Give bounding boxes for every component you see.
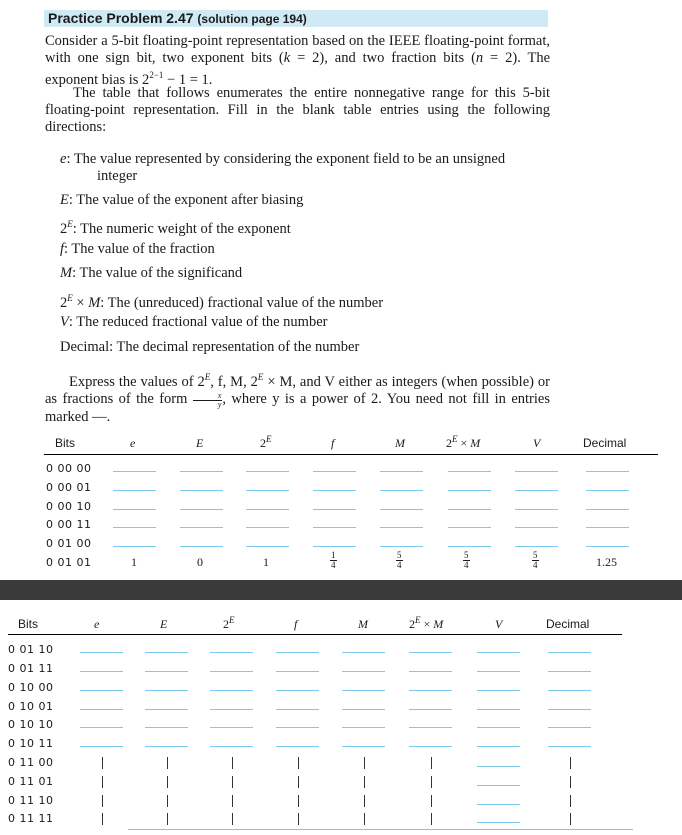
header-bits: Bits bbox=[55, 436, 76, 450]
blank-line-r8-c4[interactable] bbox=[276, 671, 319, 672]
blank-line-r7-c8[interactable] bbox=[548, 652, 591, 653]
dash-mark-r15-c8 bbox=[570, 795, 571, 807]
blank-line-r5-c1[interactable] bbox=[113, 546, 156, 547]
blank-line-r11-c1[interactable] bbox=[80, 727, 123, 728]
header-2EM-2: $2^E \times M$ bbox=[409, 615, 444, 631]
header-decimal: Decimal bbox=[583, 436, 627, 450]
dash-mark-r13-c1 bbox=[102, 757, 103, 769]
dash-mark-r14-c3 bbox=[232, 776, 233, 788]
definition-E: E: The value of the exponent after biasing bbox=[60, 192, 304, 208]
blank-line-r16-c7[interactable] bbox=[477, 822, 520, 823]
blank-line-r7-c1[interactable] bbox=[80, 652, 123, 653]
bits-row-8: 0 01 11 bbox=[8, 662, 54, 675]
dash-mark-r14-c6 bbox=[431, 776, 432, 788]
blank-line-r7-c6[interactable] bbox=[409, 652, 452, 653]
header-e: e bbox=[130, 436, 136, 450]
blank-line-r13-c7[interactable] bbox=[477, 766, 520, 767]
bits-row-15: 0 11 10 bbox=[8, 794, 54, 807]
blank-line-r9-c7[interactable] bbox=[477, 690, 520, 691]
definition-V: V: The reduced fractional value of the number bbox=[60, 314, 328, 330]
blank-line-r5-c2[interactable] bbox=[180, 546, 223, 547]
header-2EM: $2^E \times M$ bbox=[446, 434, 481, 450]
bits-row-2: 0 00 01 bbox=[46, 481, 92, 494]
dash-mark-r14-c4 bbox=[298, 776, 299, 788]
header-V: V bbox=[533, 436, 541, 450]
blank-line-r3-c4[interactable] bbox=[313, 509, 356, 510]
blank-line-r9-c2[interactable] bbox=[145, 690, 188, 691]
bits-row-6: 0 01 01 bbox=[46, 556, 92, 569]
bits-row-3: 0 00 10 bbox=[46, 500, 92, 513]
blank-line-r4-c4[interactable] bbox=[313, 527, 356, 528]
example-2E: 1 bbox=[263, 555, 269, 569]
problem-title-text: Practice Problem 2.47 bbox=[48, 10, 194, 26]
bits-row-5: 0 01 00 bbox=[46, 537, 92, 550]
example-M: $\frac{5}{4}$ bbox=[397, 550, 402, 570]
header-bits-2: Bits bbox=[18, 617, 39, 631]
blank-line-r11-c2[interactable] bbox=[145, 727, 188, 728]
blank-line-r4-c6[interactable] bbox=[448, 527, 491, 528]
blank-line-r8-c6[interactable] bbox=[409, 671, 452, 672]
blank-line-r2-c2[interactable] bbox=[180, 490, 223, 491]
blank-line-r1-c1[interactable] bbox=[113, 471, 156, 472]
blank-line-r15-c7[interactable] bbox=[477, 804, 520, 805]
blank-line-r12-c4[interactable] bbox=[276, 746, 319, 747]
dash-mark-r16-c5 bbox=[364, 813, 365, 825]
header-M: M bbox=[395, 436, 405, 450]
blank-line-r12-c1[interactable] bbox=[80, 746, 123, 747]
dash-mark-r13-c6 bbox=[431, 757, 432, 769]
blank-line-r2-c1[interactable] bbox=[113, 490, 156, 491]
blank-line-r12-c7[interactable] bbox=[477, 746, 520, 747]
dash-mark-r16-c6 bbox=[431, 813, 432, 825]
example-V: $\frac{5}{4}$ bbox=[533, 550, 538, 570]
dash-mark-r13-c2 bbox=[167, 757, 168, 769]
blank-line-r3-c8[interactable] bbox=[586, 509, 629, 510]
header-rule-top bbox=[44, 454, 658, 455]
dash-mark-r15-c1 bbox=[102, 795, 103, 807]
blank-line-r11-c8[interactable] bbox=[548, 727, 591, 728]
definition-2EM: $2^E \times M$: The (unreduced) fractional value of the number bbox=[60, 293, 384, 311]
blank-line-r9-c6[interactable] bbox=[409, 690, 452, 691]
bits-row-12: 0 10 11 bbox=[8, 737, 54, 750]
blank-line-r8-c7[interactable] bbox=[477, 671, 520, 672]
bits-row-13: 0 11 00 bbox=[8, 756, 54, 769]
blank-line-r10-c8[interactable] bbox=[548, 709, 591, 710]
intro-paragraph-1: Consider a 5-bit floating-point representation based on the IEEE floating-point format, with one sign bit, two exponent bits (k = 2), and two fraction bits (n = 2). The exponent bias is $2^{2-1} - 1 = 1$. bbox=[45, 33, 551, 88]
blank-line-r10-c3[interactable] bbox=[210, 709, 253, 710]
blank-line-r8-c1[interactable] bbox=[80, 671, 123, 672]
blank-line-r11-c4[interactable] bbox=[276, 727, 319, 728]
header-rule-bottom bbox=[8, 634, 622, 635]
blank-line-r1-c4[interactable] bbox=[313, 471, 356, 472]
definition-e: e: The value represented by considering the exponent field to be an unsigned integer bbox=[60, 151, 506, 184]
blank-line-r5-c7[interactable] bbox=[515, 546, 558, 547]
blank-line-r11-c6[interactable] bbox=[409, 727, 452, 728]
blank-line-r4-c3[interactable] bbox=[246, 527, 289, 528]
blank-line-r10-c7[interactable] bbox=[477, 709, 520, 710]
dash-mark-r14-c1 bbox=[102, 776, 103, 788]
blank-line-r11-c5[interactable] bbox=[342, 727, 385, 728]
blank-line-r9-c4[interactable] bbox=[276, 690, 319, 691]
blank-line-r3-c3[interactable] bbox=[246, 509, 289, 510]
bits-row-11: 0 10 10 bbox=[8, 718, 54, 731]
header-E-2: E bbox=[160, 617, 168, 631]
dash-mark-r13-c3 bbox=[232, 757, 233, 769]
blank-line-r8-c3[interactable] bbox=[210, 671, 253, 672]
blank-line-r2-c8[interactable] bbox=[586, 490, 629, 491]
blank-line-r12-c8[interactable] bbox=[548, 746, 591, 747]
bits-row-14: 0 11 01 bbox=[8, 775, 54, 788]
blank-line-r5-c8[interactable] bbox=[586, 546, 629, 547]
bits-row-4: 0 00 11 bbox=[46, 518, 92, 531]
blank-line-r9-c3[interactable] bbox=[210, 690, 253, 691]
header-decimal-2: Decimal bbox=[546, 617, 590, 631]
header-2E: $2^E$ bbox=[260, 434, 272, 450]
blank-line-r5-c5[interactable] bbox=[380, 546, 423, 547]
blank-line-r4-c7[interactable] bbox=[515, 527, 558, 528]
blank-line-r1-c7[interactable] bbox=[515, 471, 558, 472]
header-f: f bbox=[331, 436, 335, 450]
solution-ref: (solution page 194) bbox=[197, 12, 307, 26]
example-e: 1 bbox=[131, 555, 137, 569]
dash-mark-r16-c4 bbox=[298, 813, 299, 825]
blank-line-r2-c5[interactable] bbox=[380, 490, 423, 491]
blank-line-r2-c4[interactable] bbox=[313, 490, 356, 491]
blank-line-r9-c1[interactable] bbox=[80, 690, 123, 691]
blank-line-r8-c2[interactable] bbox=[145, 671, 188, 672]
dash-mark-r15-c4 bbox=[298, 795, 299, 807]
definition-decimal: Decimal: The decimal representation of the number bbox=[60, 339, 360, 355]
bits-row-16: 0 11 11 bbox=[8, 812, 54, 825]
blank-line-r9-c8[interactable] bbox=[548, 690, 591, 691]
header-M-2: M bbox=[358, 617, 368, 631]
dash-mark-r15-c2 bbox=[167, 795, 168, 807]
blank-line-r1-c3[interactable] bbox=[246, 471, 289, 472]
header-2E-2: $2^E$ bbox=[223, 615, 235, 631]
definition-2E: $2^E$: The numeric weight of the exponent bbox=[60, 219, 291, 237]
blank-line-r1-c8[interactable] bbox=[586, 471, 629, 472]
blank-line-r3-c2[interactable] bbox=[180, 509, 223, 510]
blank-line-r7-c3[interactable] bbox=[210, 652, 253, 653]
dash-mark-r14-c8 bbox=[570, 776, 571, 788]
example-decimal: 1.25 bbox=[596, 555, 617, 569]
example-2EM: $\frac{5}{4}$ bbox=[464, 550, 469, 570]
blank-line-r4-c8[interactable] bbox=[586, 527, 629, 528]
dash-mark-r15-c6 bbox=[431, 795, 432, 807]
blank-line-r3-c7[interactable] bbox=[515, 509, 558, 510]
blank-line-r7-c5[interactable] bbox=[342, 652, 385, 653]
blank-line-r3-c1[interactable] bbox=[113, 509, 156, 510]
blank-line-r9-c5[interactable] bbox=[342, 690, 385, 691]
dash-mark-r13-c4 bbox=[298, 757, 299, 769]
blank-line-r1-c2[interactable] bbox=[180, 471, 223, 472]
blank-line-r12-c3[interactable] bbox=[210, 746, 253, 747]
header-e-2: e bbox=[94, 617, 100, 631]
blank-line-r7-c2[interactable] bbox=[145, 652, 188, 653]
blank-line-r10-c1[interactable] bbox=[80, 709, 123, 710]
page-divider bbox=[0, 580, 682, 600]
bits-row-10: 0 10 01 bbox=[8, 700, 54, 713]
intro-paragraph-2: The table that follows enumerates the entire nonnegative range for this 5-bit floating-point representation. Fill in the blank table entries using the following directions: bbox=[45, 85, 550, 135]
blank-line-r8-c5[interactable] bbox=[342, 671, 385, 672]
example-E: 0 bbox=[197, 555, 203, 569]
blank-line-r2-c3[interactable] bbox=[246, 490, 289, 491]
blank-line-r11-c3[interactable] bbox=[210, 727, 253, 728]
blank-line-r10-c6[interactable] bbox=[409, 709, 452, 710]
dash-mark-r14-c5 bbox=[364, 776, 365, 788]
blank-line-r12-c6[interactable] bbox=[409, 746, 452, 747]
blank-line-r7-c4[interactable] bbox=[276, 652, 319, 653]
blank-line-r3-c5[interactable] bbox=[380, 509, 423, 510]
blank-line-r2-c7[interactable] bbox=[515, 490, 558, 491]
bits-row-9: 0 10 00 bbox=[8, 681, 54, 694]
blank-line-r10-c5[interactable] bbox=[342, 709, 385, 710]
blank-line-r3-c6[interactable] bbox=[448, 509, 491, 510]
dash-mark-r13-c8 bbox=[570, 757, 571, 769]
blank-line-r2-c6[interactable] bbox=[448, 490, 491, 491]
blank-line-r8-c8[interactable] bbox=[548, 671, 591, 672]
blank-line-r4-c2[interactable] bbox=[180, 527, 223, 528]
definition-M: M: The value of the significand bbox=[60, 265, 243, 281]
header-V-2: V bbox=[495, 617, 503, 631]
bits-row-7: 0 01 10 bbox=[8, 643, 54, 656]
definition-f: f: The value of the fraction bbox=[60, 241, 215, 257]
blank-line-r4-c1[interactable] bbox=[113, 527, 156, 528]
blank-line-r5-c3[interactable] bbox=[246, 546, 289, 547]
dash-mark-r16-c3 bbox=[232, 813, 233, 825]
blank-line-r12-c5[interactable] bbox=[342, 746, 385, 747]
dash-mark-r16-c8 bbox=[570, 813, 571, 825]
blank-line-r5-c4[interactable] bbox=[313, 546, 356, 547]
dash-mark-r13-c5 bbox=[364, 757, 365, 769]
dash-mark-r15-c5 bbox=[364, 795, 365, 807]
blank-line-r4-c5[interactable] bbox=[380, 527, 423, 528]
blank-line-r7-c7[interactable] bbox=[477, 652, 520, 653]
express-paragraph: Express the values of $2^E$, f, M, $2^E \times M$, and V either as integers (when possible) or as fractions of the form $\frac{x}{y}$ , where y is a power of 2. You need not fill in entries marked —. bbox=[45, 372, 550, 425]
bits-row-1: 0 00 00 bbox=[46, 462, 92, 475]
blank-line-r10-c4[interactable] bbox=[276, 709, 319, 710]
bottom-rule-blue[interactable] bbox=[128, 829, 633, 830]
blank-line-r10-c2[interactable] bbox=[145, 709, 188, 710]
problem-title bbox=[48, 10, 307, 28]
blank-line-r14-c7[interactable] bbox=[477, 785, 520, 786]
dash-mark-r15-c3 bbox=[232, 795, 233, 807]
blank-line-r12-c2[interactable] bbox=[145, 746, 188, 747]
example-f: $\frac{1}{4}$ bbox=[331, 550, 336, 570]
dash-mark-r14-c2 bbox=[167, 776, 168, 788]
header-E: E bbox=[196, 436, 204, 450]
blank-line-r11-c7[interactable] bbox=[477, 727, 520, 728]
header-f-2: f bbox=[294, 617, 298, 631]
dash-mark-r16-c2 bbox=[167, 813, 168, 825]
blank-line-r5-c6[interactable] bbox=[448, 546, 491, 547]
dash-mark-r16-c1 bbox=[102, 813, 103, 825]
blank-line-r1-c6[interactable] bbox=[448, 471, 491, 472]
blank-line-r1-c5[interactable] bbox=[380, 471, 423, 472]
